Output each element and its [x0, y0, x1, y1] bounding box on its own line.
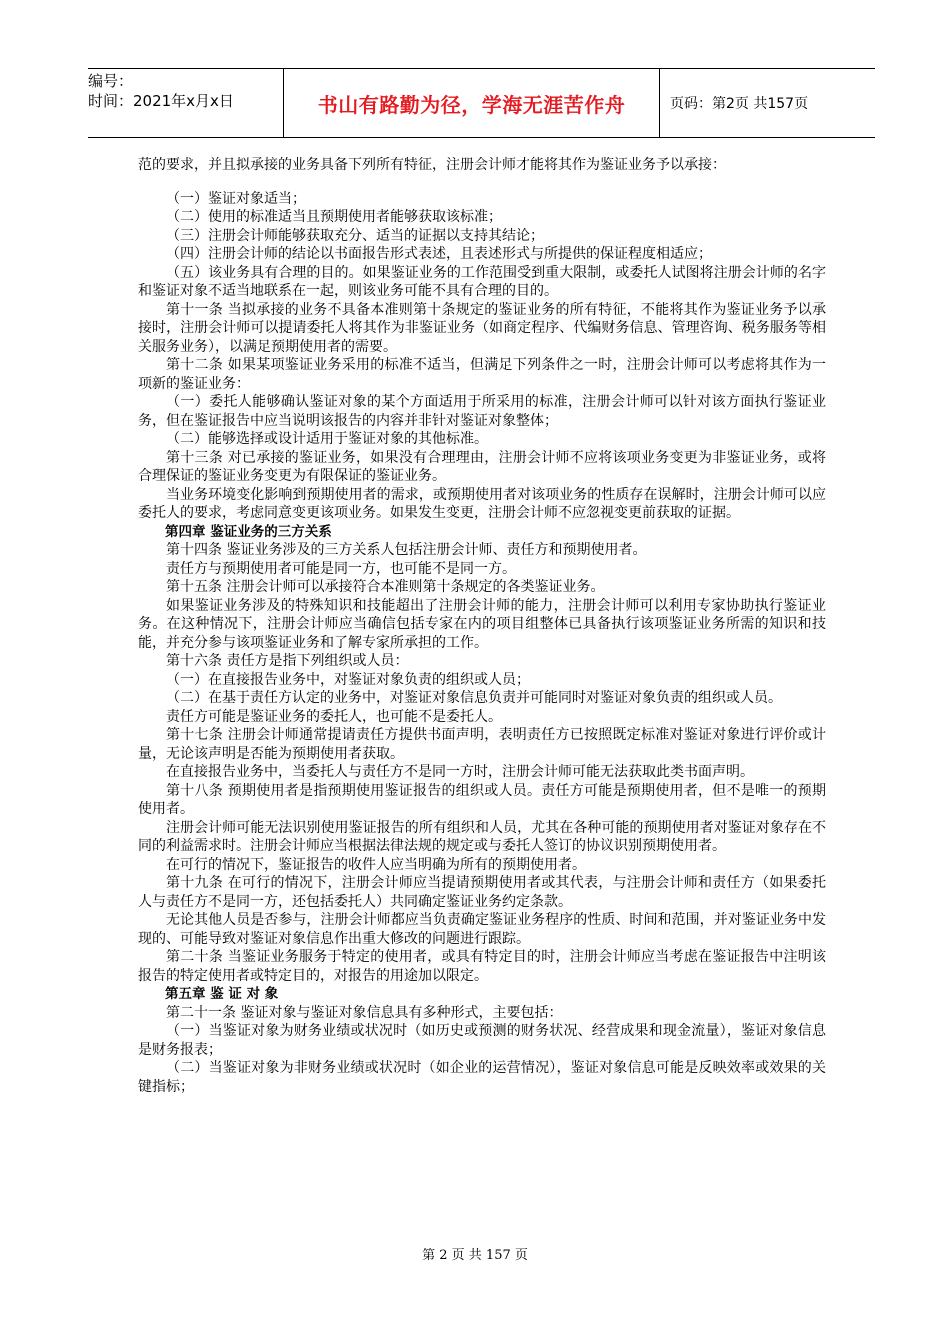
header-motto: 书山有路勤为径，学海无涯苦作舟	[317, 92, 626, 117]
document-number-label: 编号：	[88, 72, 134, 90]
paragraph: 第十七条 注册会计师通常提请责任方提供书面声明，表明责任方已按照既定标准对鉴证对象进行评价或计量，无论该声明是否能为预期使用者获取。	[138, 727, 826, 762]
paragraph: 第十八条 预期使用者是指预期使用鉴证报告的组织或人员。责任方可能是预期使用者，但不是唯一的预期使用者。	[138, 782, 826, 817]
paragraph: （四）注册会计师的结论以书面报告形式表述，且表述形式与所提供的保证程度相适应；	[166, 246, 712, 262]
paragraph: （一）当鉴证对象为财务业绩或状况时（如历史或预测的财务状况、经营成果和现金流量），鉴证对象信息是财务报表；	[138, 1023, 826, 1058]
paragraph: 范的要求，并且拟承接的业务具备下列所有特征，注册会计师才能将其作为鉴证业务予以承接：	[138, 157, 726, 173]
paragraph: （二）当鉴证对象为非财务业绩或状况时（如企业的运营情况），鉴证对象信息可能是反映效率或效果的关键指标；	[138, 1060, 826, 1095]
paragraph: 第十九条 在可行的情况下，注册会计师应当提请预期使用者或其代表，与注册会计师和责任方（如果委托人与责任方不是同一方，还包括委托人）共同确定鉴证业务约定条款。	[138, 875, 826, 910]
paragraph: 在可行的情况下，鉴证报告的收件人应当明确为所有的预期使用者。	[166, 856, 586, 873]
paragraph: 如果鉴证业务涉及的特殊知识和技能超出了注册会计师的能力，注册会计师可以利用专家协助执行鉴证业务。在这种情况下，注册会计师应当确信包括专家在内的项目组整体已具备执行该项鉴证业务所需的知识和技能，并充分参与该项鉴证业务和了解专家所承担的工作。	[138, 597, 826, 651]
paragraph: 注册会计师可能无法识别使用鉴证报告的所有组织和人员，尤其在各种可能的预期使用者对鉴证对象存在不同的利益需求时。注册会计师应当根据法律法规的规定或与委托人签订的协议识别预期使用者。	[138, 819, 826, 854]
page-header	[88, 68, 875, 138]
paragraph: 责任方可能是鉴证业务的委托人，也可能不是委托人。	[166, 708, 502, 725]
page-footer: 第 2 页 共 157 页	[422, 1248, 528, 1263]
paragraph: 当业务环境变化影响到预期使用者的需求，或预期使用者对该项业务的性质存在误解时，注册会计师可以应委托人的要求，考虑同意变更该项业务。如果发生变更，注册会计师不应忽视变更前获取的证据。	[138, 486, 826, 521]
chapter-heading: 第五章 鉴 证 对 象	[165, 986, 279, 1002]
paragraph: （二）使用的标准适当且预期使用者能够获取该标准；	[166, 209, 502, 225]
paragraph: （一）委托人能够确认鉴证对象的某个方面适用于所采用的标准，注册会计师可以针对该方面执行鉴证业务，但在鉴证报告中应当说明该报告的内容并非针对鉴证对象整体；	[138, 394, 826, 429]
paragraph: （三）注册会计师能够获取充分、适当的证据以支持其结论；	[166, 227, 544, 244]
paragraph: （二）在基于责任方认定的业务中，对鉴证对象信息负责并可能同时对鉴证对象负责的组织或人员。	[166, 690, 782, 706]
paragraph: 第十一条 当拟承接的业务不具备本准则第十条规定的鉴证业务的所有特征，不能将其作为鉴证业务予以承接时，注册会计师可以提请委托人将其作为非鉴证业务（如商定程序、代编财务信息、管理咨询、税务服务等相关服务业务），以满足预期使用者的需要。	[138, 301, 826, 355]
chapter-heading: 第四章 鉴证业务的三方关系	[165, 523, 332, 540]
paragraph: 第十二条 如果某项鉴证业务采用的标准不适当，但满足下列条件之一时，注册会计师可以考虑将其作为一项新的鉴证业务：	[138, 357, 826, 392]
document-time-label: 时间：2021年x月x日	[88, 92, 234, 110]
header-motto-cell	[283, 69, 660, 137]
document-body	[138, 156, 826, 1096]
header-page-info: 页码：第2页 共157页	[670, 96, 809, 112]
paragraph: （五）该业务具有合理的目的。如果鉴证业务的工作范围受到重大限制，或委托人试图将注册会计师的名字和鉴证对象不适当地联系在一起，则该业务可能不具有合理的目的。	[138, 264, 826, 299]
paragraph: （一）鉴证对象适当；	[166, 190, 306, 207]
paragraph: 责任方与预期使用者可能是同一方，也可能不是同一方。	[166, 560, 516, 577]
paragraph: （二）能够选择或设计适用于鉴证对象的其他标准。	[166, 431, 488, 447]
paragraph: 在直接报告业务中，当委托人与责任方不是同一方时，注册会计师可能无法获取此类书面声明。	[166, 764, 754, 780]
paragraph: 第十五条 注册会计师可以承接符合本准则第十条规定的各类鉴证业务。	[166, 579, 605, 595]
paragraph: （一）在直接报告业务中，对鉴证对象负责的组织或人员；	[166, 671, 530, 688]
paragraph: 第二十一条 鉴证对象与鉴证对象信息具有多种形式，主要包括：	[166, 1004, 563, 1021]
paragraph: 无论其他人员是否参与，注册会计师都应当负责确定鉴证业务程序的性质、时间和范围，并对鉴证业务中发现的、可能导致对鉴证对象信息作出重大修改的问题进行跟踪。	[138, 912, 826, 947]
paragraph: 第二十条 当鉴证业务服务于特定的使用者，或具有特定目的时，注册会计师应当考虑在鉴证报告中注明该报告的特定使用者或特定目的，对报告的用途加以限定。	[138, 949, 826, 984]
paragraph: 第十六条 责任方是指下列组织或人员：	[166, 653, 409, 669]
paragraph: 第十四条 鉴证业务涉及的三方关系人包括注册会计师、责任方和预期使用者。	[166, 542, 647, 558]
paragraph: 第十三条 对已承接的鉴证业务，如果没有合理理由，注册会计师不应将该项业务变更为非鉴证业务，或将合理保证的鉴证业务变更为有限保证的鉴证业务。	[138, 449, 826, 484]
header-meta	[88, 69, 283, 137]
